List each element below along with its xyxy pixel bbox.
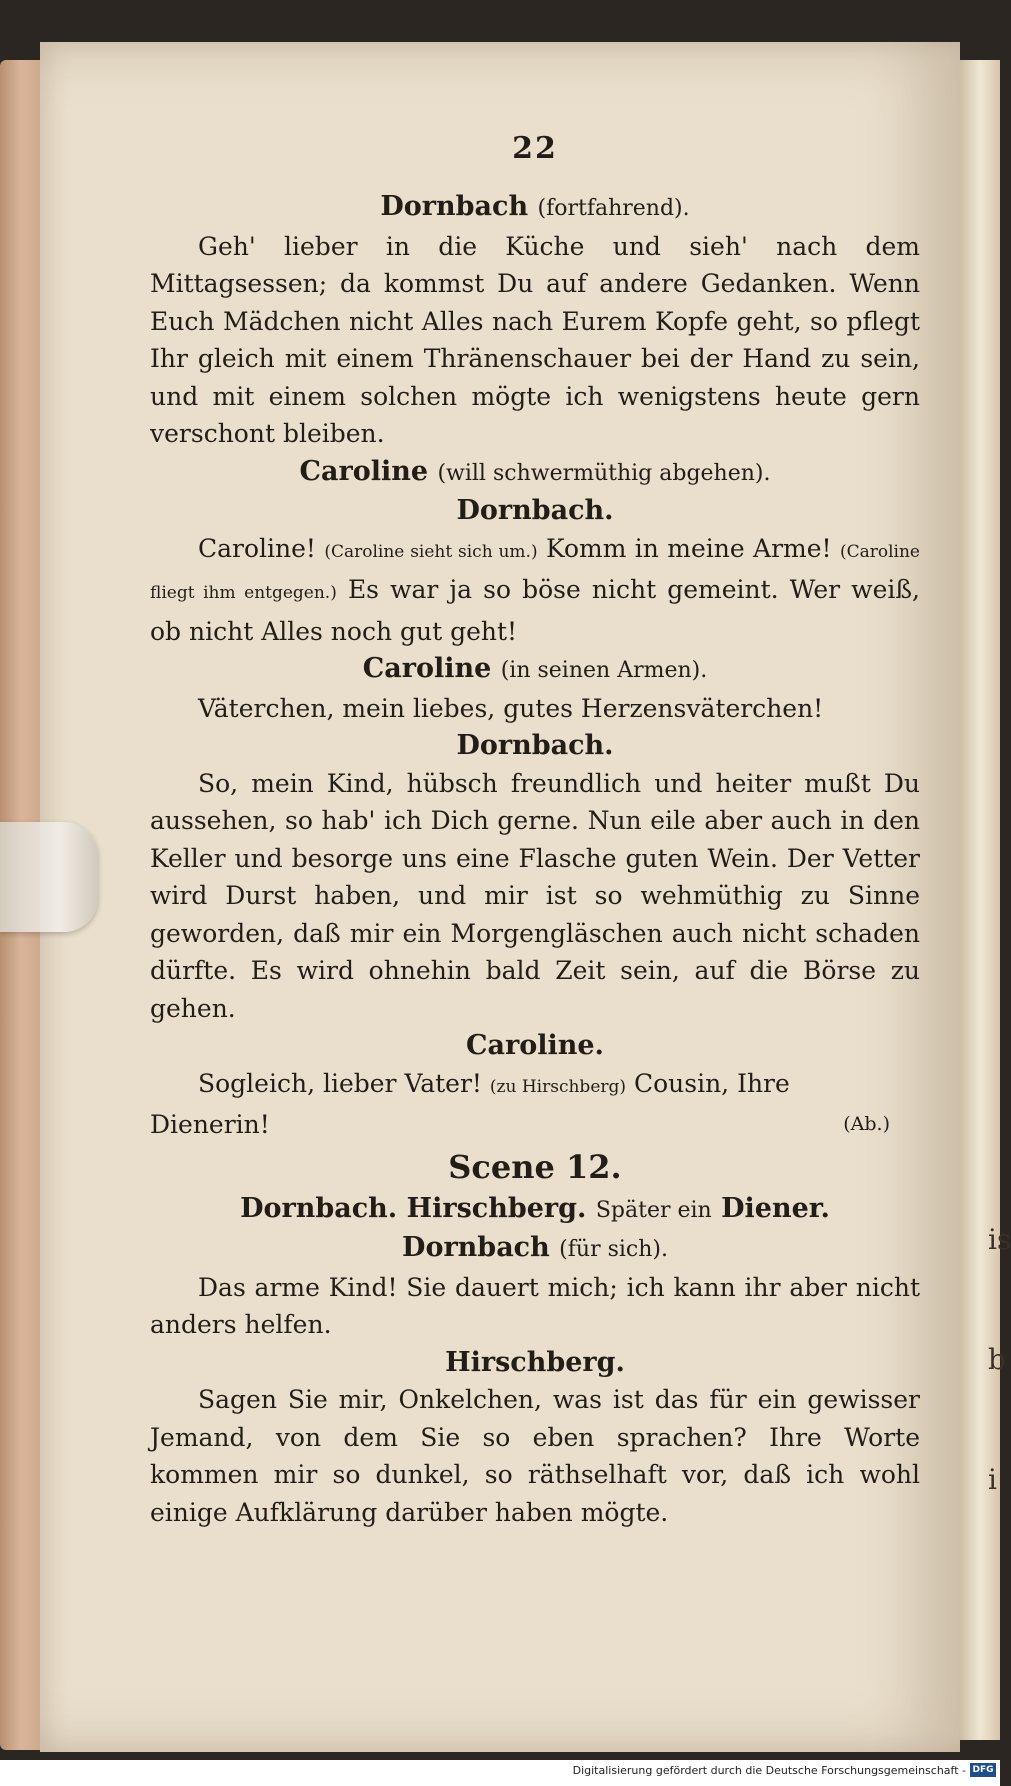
stage-direction: (für sich).	[559, 1237, 668, 1262]
cast-name: Dornbach.	[240, 1192, 398, 1224]
speaker-heading	[150, 727, 920, 765]
dialogue-text: Sogleich, lieber Vater!	[198, 1068, 482, 1098]
footer-credit: Digitalisierung gefördert durch die Deutsche Forschungsgemeinschaft -	[572, 1764, 966, 1777]
dialogue-paragraph: Das arme Kind! Sie dauert mich; ich kann ihr aber nicht anders helfen.	[150, 1272, 920, 1339]
speaker-name: Caroline.	[466, 1030, 604, 1061]
speaker-name: Dornbach.	[456, 730, 614, 761]
margin-bleed-1: is	[988, 1223, 1011, 1256]
stage-direction: (will schwermüthig abgehen).	[437, 460, 771, 486]
scene-title: Scene 12.	[448, 1147, 622, 1186]
speaker-name: Caroline	[362, 653, 492, 684]
cast-name: Diener.	[721, 1192, 830, 1224]
speaker-name: Dornbach	[380, 191, 529, 222]
cast-name: Hirschberg.	[406, 1192, 587, 1224]
page-number: 22	[512, 131, 558, 166]
dialogue-paragraph: Väterchen, mein liebes, gutes Herzensväterchen!	[198, 693, 824, 723]
margin-bleed-text	[988, 1180, 1011, 1600]
speaker-heading	[150, 650, 920, 690]
stage-direction: (zu Hirschberg)	[489, 1076, 627, 1097]
dialogue-text: Dienerin!	[150, 1110, 270, 1139]
dialogue-text: Cousin, Ihre	[633, 1068, 790, 1098]
exit-direction: (Ab.)	[843, 1113, 890, 1135]
margin-bleed-3: i	[988, 1463, 997, 1496]
speaker-heading	[150, 1229, 920, 1269]
dialogue-text: Es war ja so böse nicht gemeint. Wer weiß, ob nicht Alles noch gut geht!	[150, 575, 921, 646]
dialogue-paragraph	[150, 530, 920, 651]
speaker-heading	[150, 1027, 920, 1065]
stage-direction: (in seinen Armen).	[500, 658, 708, 683]
speaker-name: Dornbach	[402, 1232, 550, 1263]
dialogue-paragraph: Sagen Sie mir, Onkelchen, was ist das für ein gewisser Jemand, von dem Sie so eben sprachen? Ihre Worte kommen mir so dunkel, so räthselhaft vor, daß ich wohl einige Aufklärung darüber haben mögte.	[150, 1385, 920, 1527]
cast-note: Später ein	[595, 1197, 712, 1223]
dialogue-paragraph	[150, 1065, 920, 1107]
cast-list	[150, 1190, 920, 1230]
dfg-logo: DFG	[970, 1763, 996, 1777]
speaker-heading	[150, 1344, 920, 1382]
dialogue-paragraph: So, mein Kind, hübsch freundlich und heiter mußt Du aussehen, so hab' ich Dich gerne. Nun eile aber auch in den Keller und besorge uns eine Flasche guten Wein. Der Vetter wird Durst haben, und mir ist so wehmüthig zu Sinne geworden, daß mir ein Morgengläschen auch nicht schaden dürfte. Es wird ohnehin bald Zeit sein, auf die Börse zu gehen.	[150, 768, 920, 1023]
page-text	[150, 130, 920, 1531]
speaker-heading	[150, 453, 920, 493]
dialogue-text: Komm in meine Arme!	[545, 533, 832, 563]
speaker-name: Hirschberg.	[445, 1346, 625, 1378]
dialogue-paragraph: Geh' lieber in die Küche und sieh' nach dem Mittagsessen; da kommst Du auf andere Gedanken. Wenn Euch Mädchen nicht Alles nach Eurem Kopfe geht, so pflegt Ihr gleich mit einem Thränenschauer bei der Hand zu sein, und mit einem solchen mögte ich wenigstens heute gern verschont bleiben.	[150, 231, 920, 448]
dialogue-text: Caroline!	[198, 533, 316, 563]
speaker-heading	[150, 188, 920, 228]
speaker-name: Dornbach.	[456, 495, 614, 526]
stage-direction: (Caroline sieht sich um.)	[324, 541, 538, 562]
speaker-heading	[150, 492, 920, 530]
bookmark-tab	[0, 822, 98, 932]
dialogue-line-with-exit	[150, 1106, 920, 1144]
margin-bleed-2: b	[988, 1343, 1006, 1376]
stage-direction: (fortfahrend).	[537, 196, 690, 221]
speaker-name: Caroline	[299, 455, 429, 487]
stage-direction: (Caroline fliegt ihm entgegen.)	[150, 541, 920, 603]
